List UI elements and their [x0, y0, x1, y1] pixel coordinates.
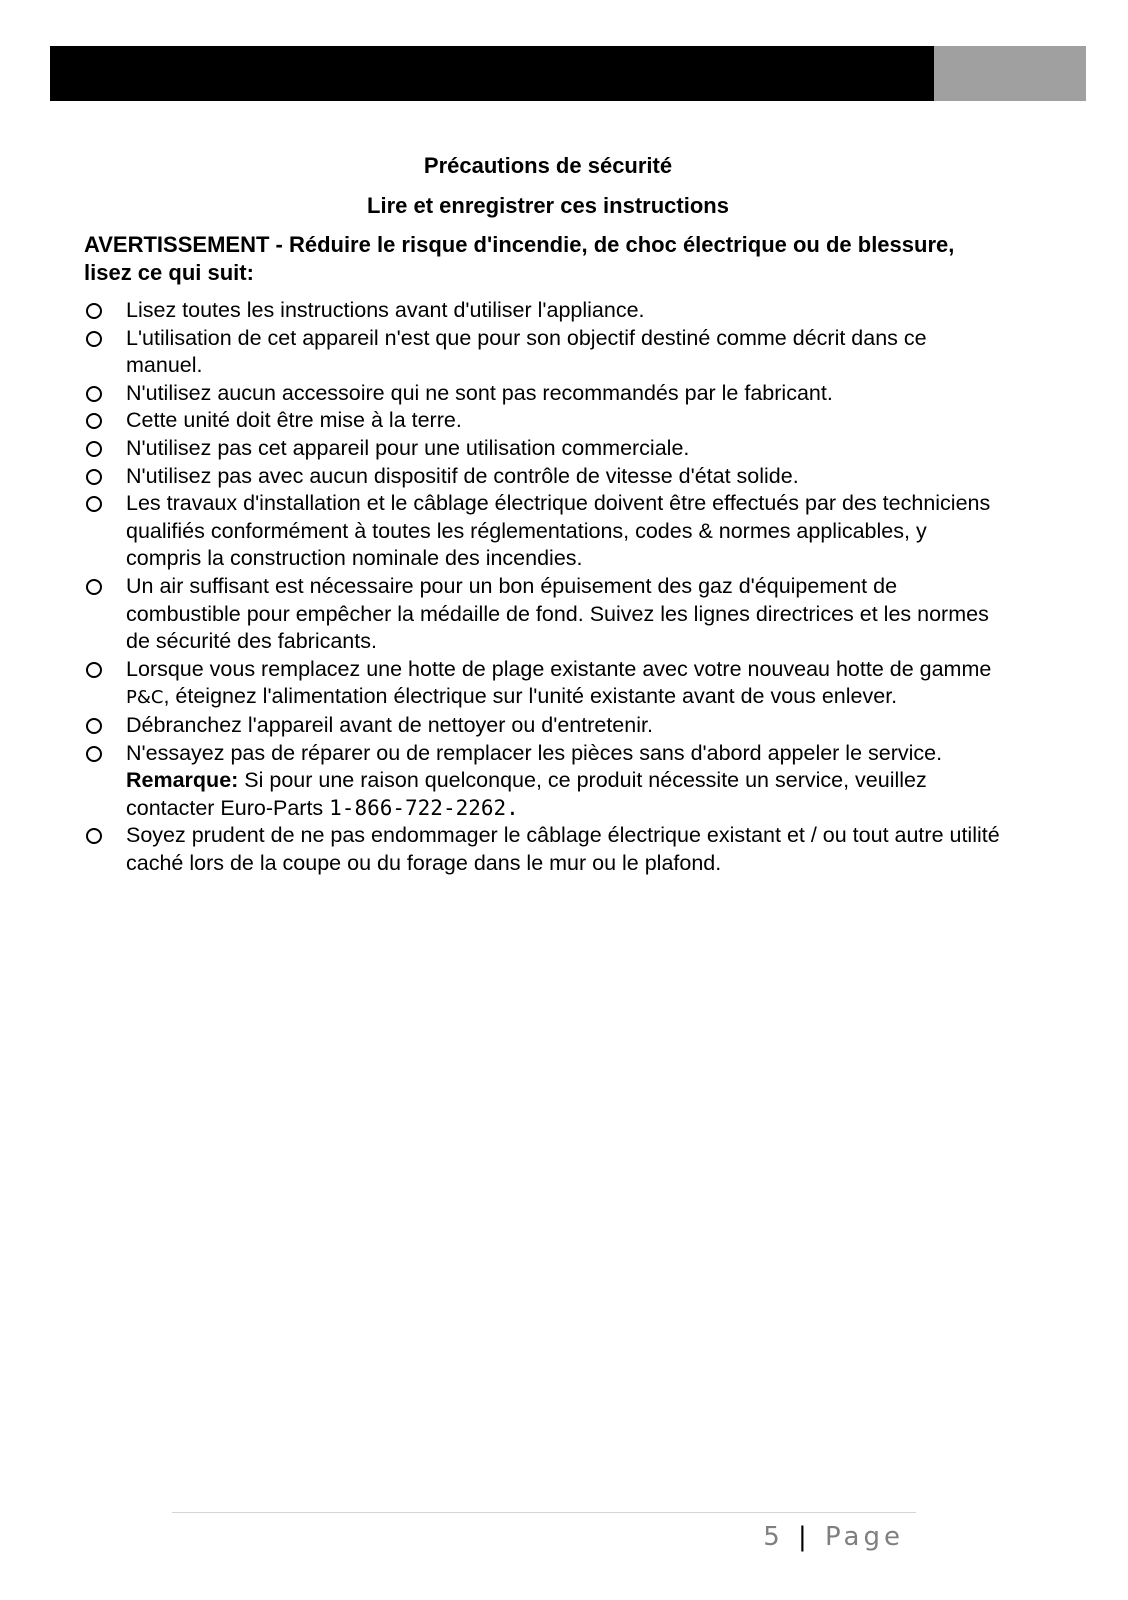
list-item: [84, 822, 1004, 877]
page-number: 5: [763, 1522, 784, 1552]
page-title: Précautions de sécurité: [423, 153, 673, 178]
list-item-text: N'utilisez pas avec aucun dispositif de contrôle de vitesse d'état solide.: [126, 463, 799, 488]
bullet-circle-icon: [86, 496, 102, 512]
page-subtitle: Lire et enregistrer ces instructions: [367, 193, 729, 218]
list-item-text: L'utilisation de cet appareil n'est que pour son objectif destiné comme décrit dans ce manuel.: [126, 325, 927, 378]
bullet-circle-icon: [86, 579, 102, 595]
list-item-text: Un air suffisant est nécessaire pour un bon épuisement des gaz d'équipement de combustible pour empêcher la médaille de fond. Suivez les lignes directrices et les normes de sécurité des fabricants.: [126, 573, 989, 654]
document-body: [84, 152, 1004, 877]
list-item-text: Si pour une raison quelconque, ce produit nécessite un service, veuillez contacter Euro-Parts: [126, 768, 927, 820]
list-item: [84, 740, 1004, 823]
list-item-text: N'essayez pas de réparer ou de remplacer les pièces sans d'abord appeler le service.: [126, 740, 943, 765]
list-item-text: Lisez toutes les instructions avant d'utiliser l'appliance.: [126, 298, 645, 322]
bullet-circle-icon: [86, 303, 102, 319]
header-bar-accent: [934, 46, 1086, 101]
list-item: [84, 463, 1004, 491]
phone-number: 1-866-722-2262.: [329, 795, 519, 820]
bullet-circle-icon: [86, 469, 102, 485]
list-item-text: Lorsque vous remplacez une hotte de plage existante avec votre nouveau hotte de gamme: [126, 656, 992, 681]
bullet-circle-icon: [86, 413, 102, 429]
bullet-circle-icon: [86, 331, 102, 347]
list-item: [84, 656, 1004, 712]
footer-divider: [172, 1512, 916, 1513]
page-label: Page: [825, 1522, 904, 1552]
list-item-text: , éteignez l'alimentation électrique sur l'unité existante avant de vous enlever.: [163, 684, 898, 709]
header-bar: [50, 46, 934, 101]
list-item-text: Cette unité doit être mise à la terre.: [126, 408, 462, 433]
bullet-circle-icon: [86, 441, 102, 457]
bullet-circle-icon: [86, 386, 102, 402]
bullet-circle-icon: [86, 746, 102, 762]
list-item: [84, 490, 1004, 573]
safety-list: [84, 297, 1004, 877]
footer-separator: |: [798, 1522, 811, 1552]
list-item: [84, 407, 1004, 435]
list-item-text: Débranchez l'appareil avant de nettoyer ou d'entretenir.: [126, 712, 653, 737]
brand-name: P&C: [126, 687, 164, 709]
list-item: [84, 712, 1004, 740]
list-item: [84, 573, 1004, 656]
bullet-circle-icon: [86, 828, 102, 844]
list-item: [84, 297, 1004, 325]
list-item-text: Les travaux d'installation et le câblage électrique doivent être effectués par des techniciens qualifiés conformément à toutes les réglementations, codes & normes applicables, y compris la construction nominale des incendies.: [126, 491, 991, 571]
remark-label: Remarque:: [126, 768, 239, 793]
warning-text: AVERTISSEMENT - Réduire le risque d'incendie, de choc électrique ou de blessure, lisez ce qui suit:: [84, 232, 955, 285]
list-item-text: N'utilisez aucun accessoire qui ne sont pas recommandés par le fabricant.: [126, 380, 833, 405]
list-item: [84, 380, 1004, 408]
page-footer: [763, 1522, 904, 1552]
bullet-circle-icon: [86, 718, 102, 734]
bullet-circle-icon: [86, 662, 102, 678]
list-item-text: Soyez prudent de ne pas endommager le câblage électrique existant et / ou tout autre utilité caché lors de la coupe ou du forage dans le mur ou le plafond.: [126, 823, 1000, 875]
list-item: [84, 325, 1004, 380]
list-item: [84, 435, 1004, 463]
list-item-text: N'utilisez pas cet appareil pour une utilisation commerciale.: [126, 435, 690, 460]
